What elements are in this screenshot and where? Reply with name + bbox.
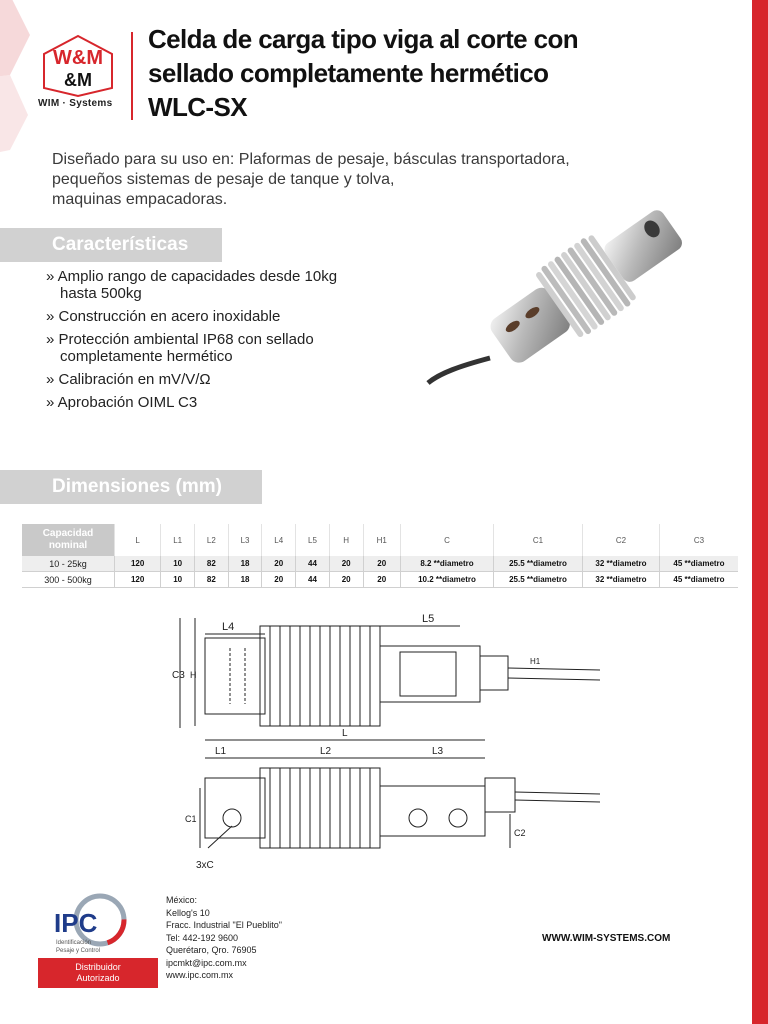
column-header: L3 bbox=[228, 524, 262, 556]
list-item: » Amplio rango de capacidades desde 10kg hasta 500kg bbox=[46, 268, 338, 302]
column-header: C bbox=[401, 524, 494, 556]
brand-name: WIM · Systems bbox=[38, 98, 113, 109]
logo-top-text: W&M bbox=[53, 47, 103, 69]
dim-label-c1: C1 bbox=[185, 814, 197, 824]
dim-label-l2: L2 bbox=[320, 746, 332, 757]
list-item: » Aprobación OIML C3 bbox=[46, 394, 198, 411]
website-link[interactable]: WWW.WIM-SYSTEMS.COM bbox=[542, 933, 671, 944]
table-row: 10 - 25kg 120 10 82 18 20 44 20 20 8.2 **diametro 25.5 **diametro 32 **diametro 45 **diametro bbox=[22, 556, 738, 572]
title-line: sellado completamente hermético bbox=[148, 58, 549, 88]
contact-website[interactable]: www.ipc.com.mx bbox=[166, 970, 234, 980]
dimensions-heading: Dimensiones (mm) bbox=[0, 470, 262, 504]
column-header: L bbox=[115, 524, 161, 556]
top-view bbox=[180, 618, 600, 728]
model-name: WLC-SX bbox=[148, 92, 247, 122]
side-view bbox=[200, 758, 600, 848]
dim-label-l: L bbox=[342, 728, 348, 739]
intro-line: Diseñado para su uso en: Plaformas de pesaje, básculas transportadora, bbox=[52, 151, 570, 168]
authorized-distributor-badge: Distribuidor Autorizado bbox=[38, 958, 158, 988]
column-header: C2 bbox=[583, 524, 660, 556]
column-header: L1 bbox=[161, 524, 195, 556]
wim-logo bbox=[32, 34, 124, 98]
title-line: Celda de carga tipo viga al corte con bbox=[148, 24, 579, 54]
dim-label-h: H bbox=[190, 670, 197, 680]
dim-label-l5: L5 bbox=[422, 613, 435, 625]
dim-label-h1: H1 bbox=[530, 657, 541, 666]
dimensions-table bbox=[22, 524, 738, 588]
list-item: » Construcción en acero inoxidable bbox=[46, 308, 281, 325]
dim-label-c2: C2 bbox=[514, 828, 526, 838]
title-divider bbox=[131, 32, 133, 120]
dim-label-l3: L3 bbox=[432, 746, 444, 757]
load-cell-photo bbox=[420, 168, 740, 398]
accent-edge-bar bbox=[752, 0, 768, 1024]
column-header: L2 bbox=[195, 524, 229, 556]
ipc-logo-sub: Pesaje y Control bbox=[56, 948, 101, 954]
features-list bbox=[46, 268, 426, 417]
dim-label-hole: 3xC bbox=[196, 860, 214, 871]
ipc-logo-sub: Identificación bbox=[56, 940, 92, 946]
column-header: C3 bbox=[660, 524, 739, 556]
table-row: 300 - 500kg 120 10 82 18 20 44 20 20 10.2 **diametro 25.5 **diametro 32 **diametro 45 **diametro bbox=[22, 572, 738, 588]
dim-label-l4: L4 bbox=[222, 621, 235, 633]
intro-line: maquinas empacadoras. bbox=[52, 191, 228, 208]
column-header: L5 bbox=[296, 524, 330, 556]
ipc-logo-text: IPC bbox=[54, 908, 98, 938]
column-header: H1 bbox=[363, 524, 400, 556]
intro-line: pequeños sistemas de pesaje de tanque y tolva, bbox=[52, 171, 395, 188]
svg-text:&M: &M bbox=[64, 70, 92, 90]
ipc-logo bbox=[50, 890, 132, 958]
list-item: » Calibración en mV/V/Ω bbox=[46, 371, 211, 388]
column-header: L4 bbox=[262, 524, 296, 556]
column-header: H bbox=[329, 524, 363, 556]
dim-label-c3: C3 bbox=[172, 670, 185, 681]
contact-block: México: Kellog's 10 Fracc. Industrial "El Pueblito" Tel: 442-192 9600 Querétaro, Qro. 76905 ipcmkt@ipc.com.mx www.ipc.com.mx bbox=[166, 895, 282, 980]
technical-drawing bbox=[160, 608, 610, 878]
list-item: » Protección ambiental IP68 con sellado completamente hermético bbox=[46, 331, 314, 365]
contact-email[interactable]: ipcmkt@ipc.com.mx bbox=[166, 957, 247, 968]
dim-label-l1: L1 bbox=[215, 746, 227, 757]
column-header: C1 bbox=[494, 524, 583, 556]
features-heading: Características bbox=[0, 228, 222, 262]
capacity-header: Capacidad nominal bbox=[22, 524, 115, 556]
page-title bbox=[148, 22, 618, 124]
